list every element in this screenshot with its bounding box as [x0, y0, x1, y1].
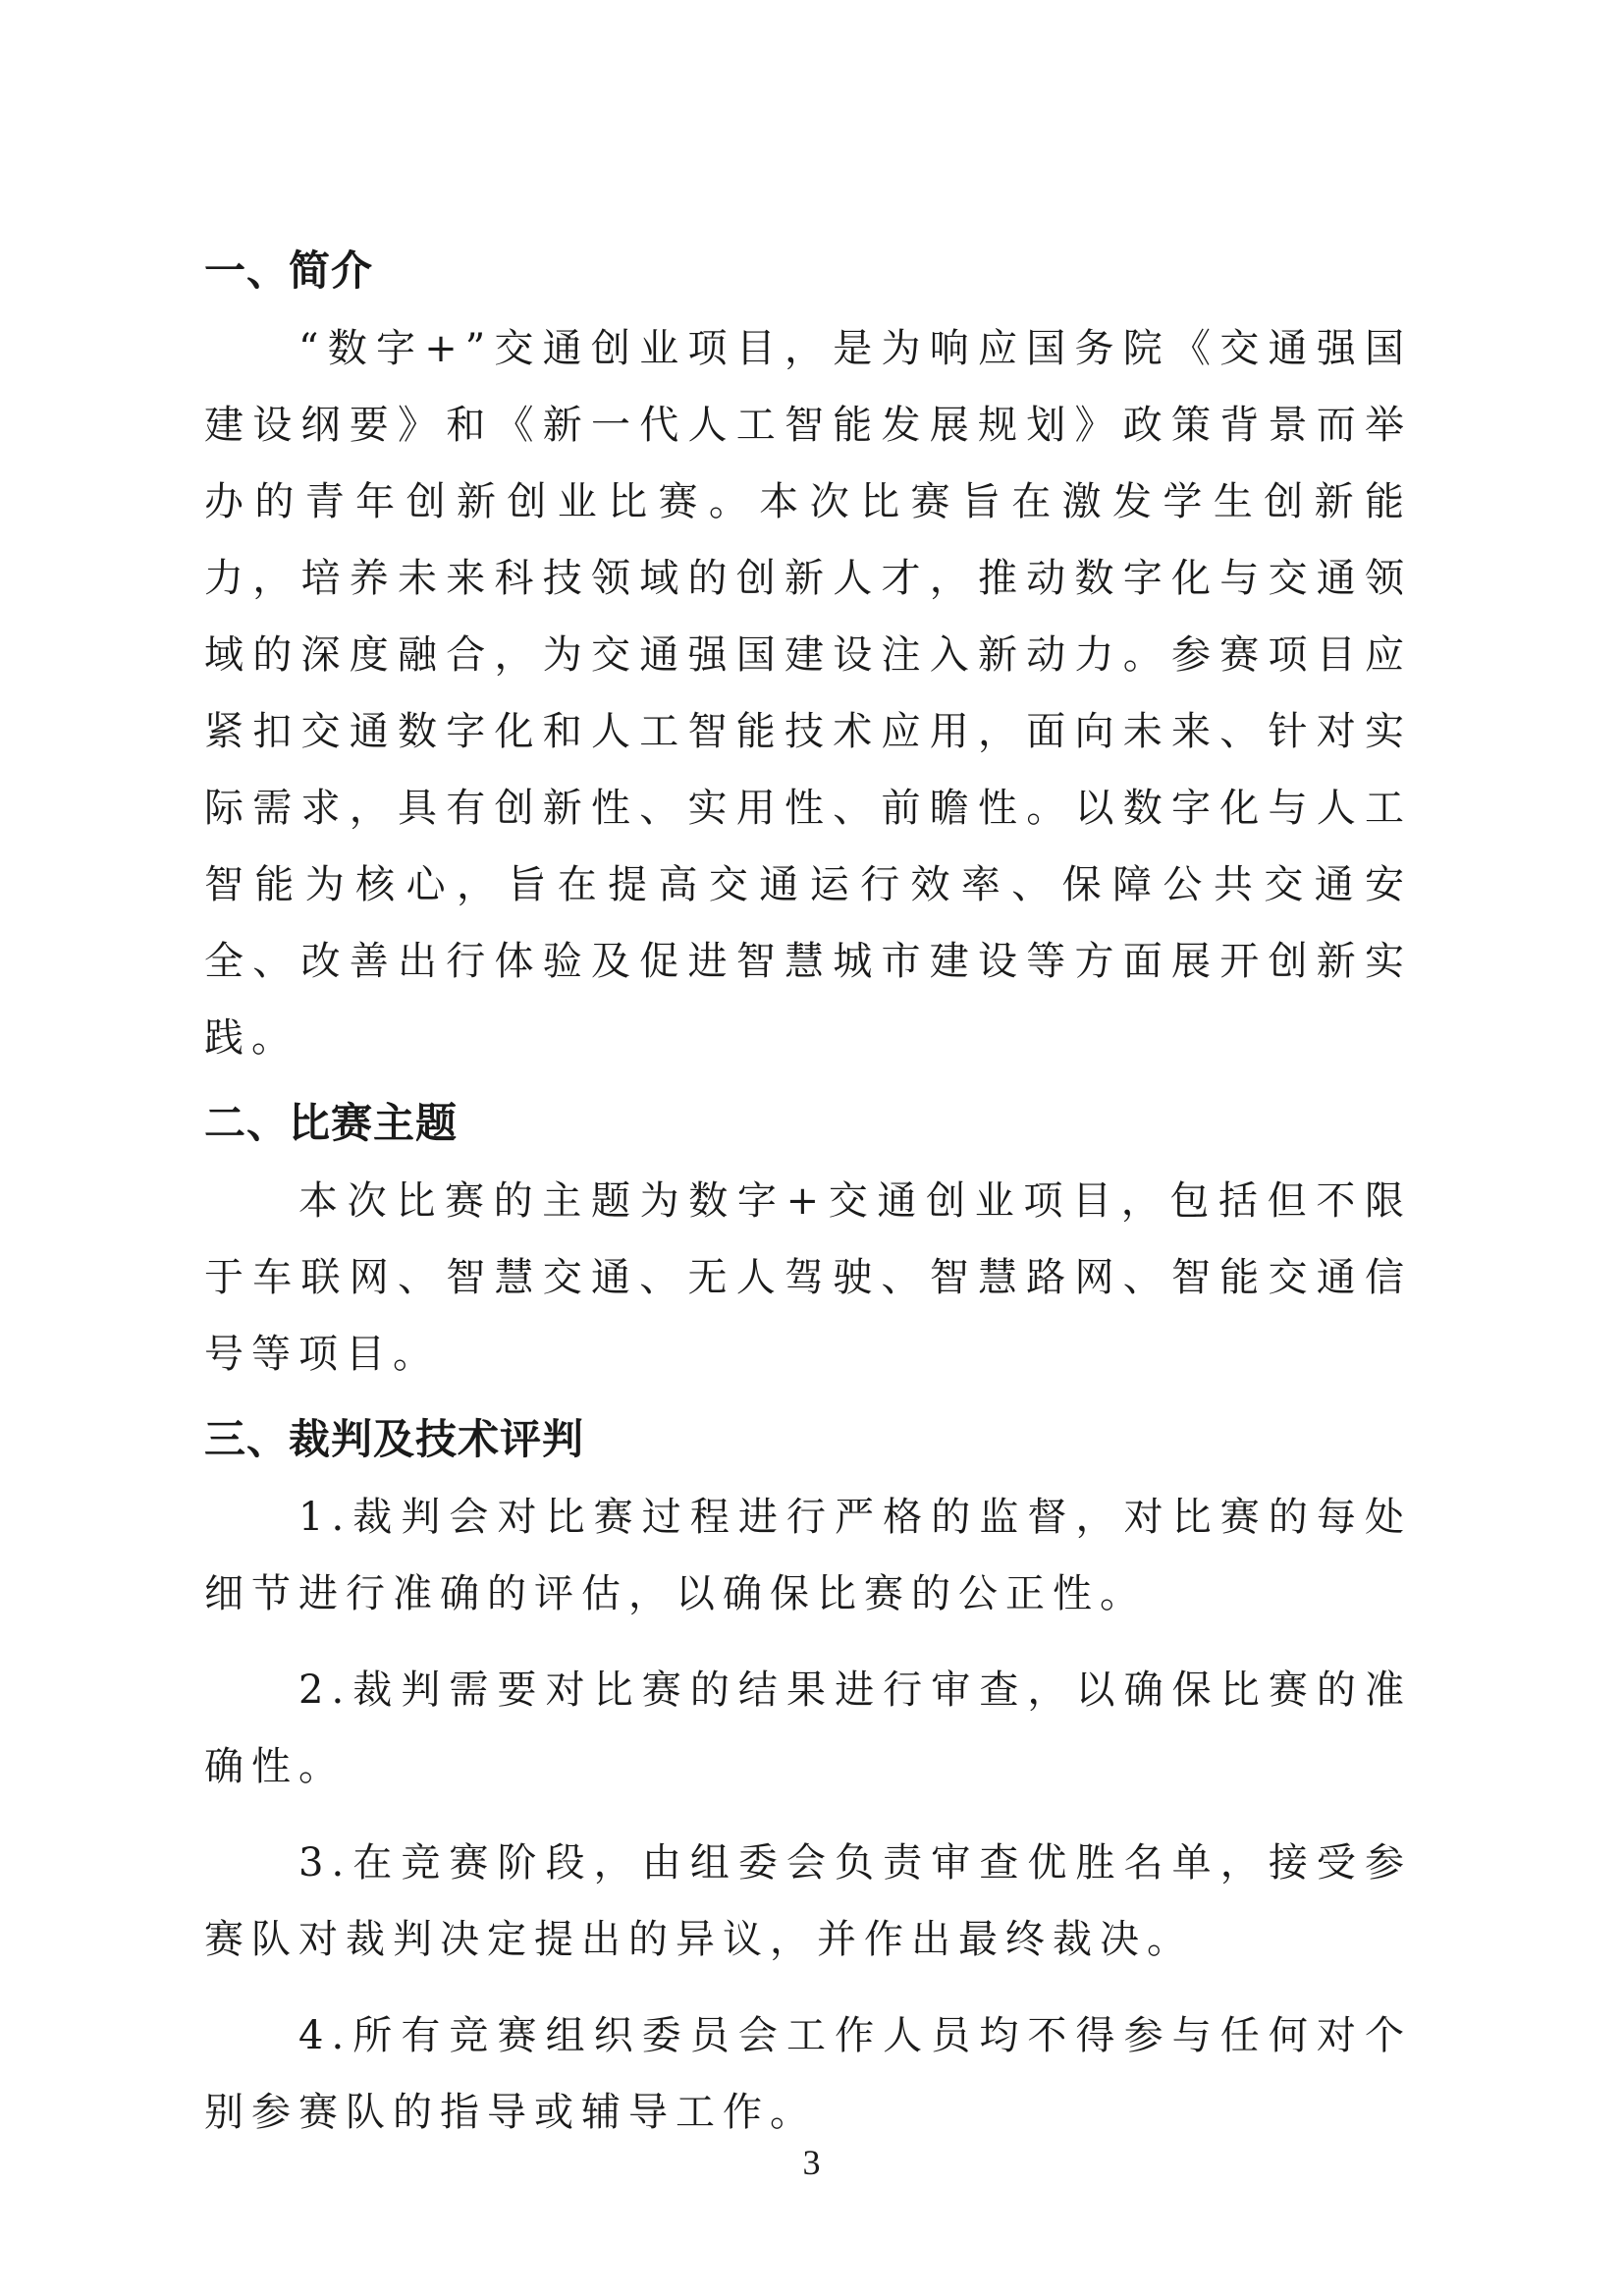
judging-item-2: 2.裁判需要对比赛的结果进行审查，以确保比赛的准确性。 [204, 1667, 1412, 1789]
page-number: 3 [802, 2143, 821, 2182]
judging-item-3: 3.在竞赛阶段，由组委会负责审查优胜名单，接受参赛队对裁判决定提出的异议，并作出最终裁决。 [204, 1840, 1412, 1962]
judging-item-4: 4.所有竞赛组织委员会工作人员均不得参与任何对个别参赛队的指导或辅导工作。 [204, 2013, 1412, 2135]
section-heading-theme: 二、比赛主题 [204, 1099, 459, 1147]
theme-paragraph: 本次比赛的主题为数字+交通创业项目，包括但不限于车联网、智慧交通、无人驾驶、智慧路网、智能交通信号等项目。 [204, 1178, 1412, 1377]
section-heading-intro: 一、简介 [204, 246, 374, 295]
section-heading-judging: 三、裁判及技术评判 [204, 1415, 585, 1463]
document-body [204, 232, 1412, 2170]
intro-paragraph: “数字+”交通创业项目，是为响应国务院《交通强国建设纲要》和《新一代人工智能发展规划》政策背景而举办的青年创新创业比赛。本次比赛旨在激发学生创新能力，培养未来科技领域的创新人才，推动数字化与交通领域的深度融合，为交通强国建设注入新动力。参赛项目应紧扣交通数字化和人工智能技术应用，面向未来、针对实际需求，具有创新性、实用性、前瞻性。以数字化与人工智能为核心，旨在提高交通运行效率、保障公共交通安全、改善出行体验及促进智慧城市建设等方面展开创新实践。 [204, 326, 1412, 1061]
judging-item-1: 1.裁判会对比赛过程进行严格的监督，对比赛的每处细节进行准确的评估，以确保比赛的公正性。 [204, 1495, 1412, 1616]
